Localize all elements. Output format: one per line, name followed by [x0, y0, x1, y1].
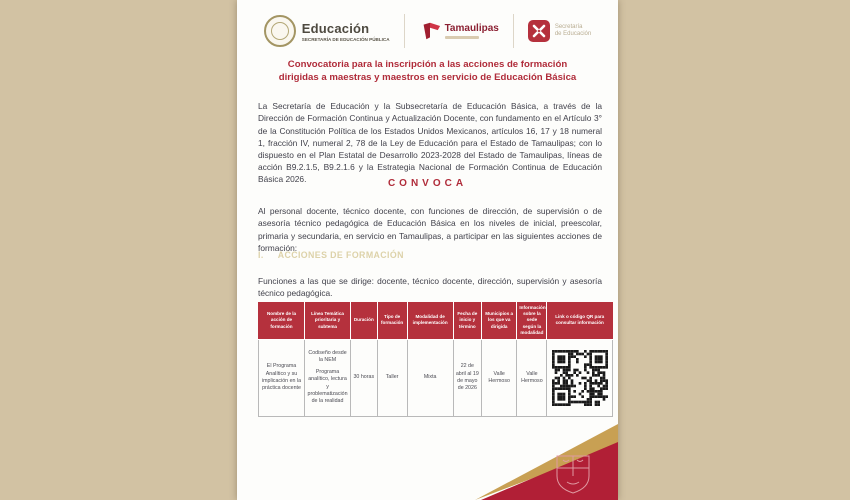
audience-paragraph: Al personal docente, técnico docente, con funciones de dirección, de supervisión o de asesoría técnico pedagógica de Educación Básica en los niveles de inicial, preescolar, primaria y secundaria, en servicio en Tamaulipas, a participar en las siguientes acciones de formación: [258, 206, 602, 253]
table-header-row [259, 302, 613, 339]
section-heading-acciones [258, 250, 404, 260]
secretaria-logo-line2: de Educación [554, 31, 592, 37]
cell-fechas: 22 de abril al 19 de mayo de 2026 [453, 339, 481, 416]
acciones-formacion-table [258, 302, 613, 417]
cell-tipo: Taller [377, 339, 407, 416]
section-number: I. [258, 250, 264, 260]
sep-logo-title: Educación [301, 20, 370, 36]
col-header-nombre: Nombre de la acción de formación [259, 302, 305, 339]
intro-paragraph: La Secretaría de Educación y la Subsecretaría de Educación Básica, a través de la Dirección de Formación Continua y Actualización Docente, con fundamento en el Artículo 3° de la Constitución Política de los Estados Unidos Mexicanos, artículos 16, 17 y 18 numeral 1, fracción IV, numeral 2, 78 de la Ley de Educación para el Estado de Tamaulipas; con lo dispuesto en el Plan Estatal de Desarrollo 2023-2028 del Estado de Tamaulipas, líneas de acción B9.2.1.5, B9.2.1.6 y la Estrategia Nacional de Formación Continua de Educación Básica 2026. [258, 101, 602, 184]
tamaulipas-t-icon [419, 21, 441, 41]
tamaulipas-logo-text [445, 23, 499, 39]
secretaria-logo-line1: Secretaría [554, 23, 583, 30]
col-header-modalidad: Modalidad de implementación [407, 302, 453, 339]
tamaulipas-logo [419, 21, 499, 41]
secretaria-educacion-logo [528, 20, 591, 42]
linea-tematica-titulo: Codiseño desde la NEM [308, 350, 347, 364]
cell-modalidad: Mixta [407, 339, 453, 416]
tamaulipas-logo-tagline [445, 36, 479, 39]
col-header-sede: Información sobre la sede según la modalidad [517, 302, 547, 339]
cell-qr [547, 339, 613, 416]
qr-code [552, 350, 608, 406]
cell-nombre: El Programa Analítico y su implicación en la práctica docente [259, 339, 305, 416]
col-header-municipios: Municipios a los que va dirigida [481, 302, 516, 339]
linea-tematica-detalle: Programa analítico, lectura y problematización de la realidad [307, 368, 348, 405]
cell-duracion: 30 horas [351, 339, 378, 416]
logo-divider [513, 14, 514, 48]
functions-note: Funciones a las que se dirige: docente, técnico docente, dirección, supervisión y asesoría técnico pedagógica. [258, 276, 602, 299]
logo-bar [237, 10, 618, 52]
section-title: ACCIONES DE FORMACIÓN [277, 250, 404, 260]
sep-educacion-logo [264, 15, 390, 47]
sep-logo-subtitle: SECRETARÍA DE EDUCACIÓN PÚBLICA [301, 36, 390, 42]
document-title [255, 58, 600, 85]
sep-logo-text [302, 21, 390, 42]
col-header-fechas: Fecha de inicio y término [453, 302, 481, 339]
col-header-qr: Link o código QR para consultar información [547, 302, 613, 339]
document-title-line1: Convocatoria para la inscripción a las acciones de formación [287, 59, 568, 70]
cell-sede: Valle Hermoso [517, 339, 547, 416]
convoca-heading: CONVOCA [387, 178, 468, 189]
crossed-x-badge-icon [528, 20, 550, 42]
document-page [237, 0, 618, 500]
col-header-linea-tematica: Línea Temática prioritaria y subtema [305, 302, 351, 339]
secretaria-logo-text [555, 24, 591, 39]
bottom-wedge-decoration [237, 416, 618, 500]
table-row [259, 339, 613, 416]
col-header-duracion: Duración [351, 302, 378, 339]
tamaulipas-logo-title: Tamaulipas [444, 23, 499, 34]
logo-divider [404, 14, 405, 48]
document-title-line2: dirigidas a maestras y maestros en servicio de Educación Básica [278, 72, 577, 84]
cell-linea-tematica [305, 339, 351, 416]
cell-municipios: Valle Hermoso [481, 339, 516, 416]
sep-eagle-seal-icon [264, 15, 296, 47]
col-header-tipo: Tipo de formación [377, 302, 407, 339]
